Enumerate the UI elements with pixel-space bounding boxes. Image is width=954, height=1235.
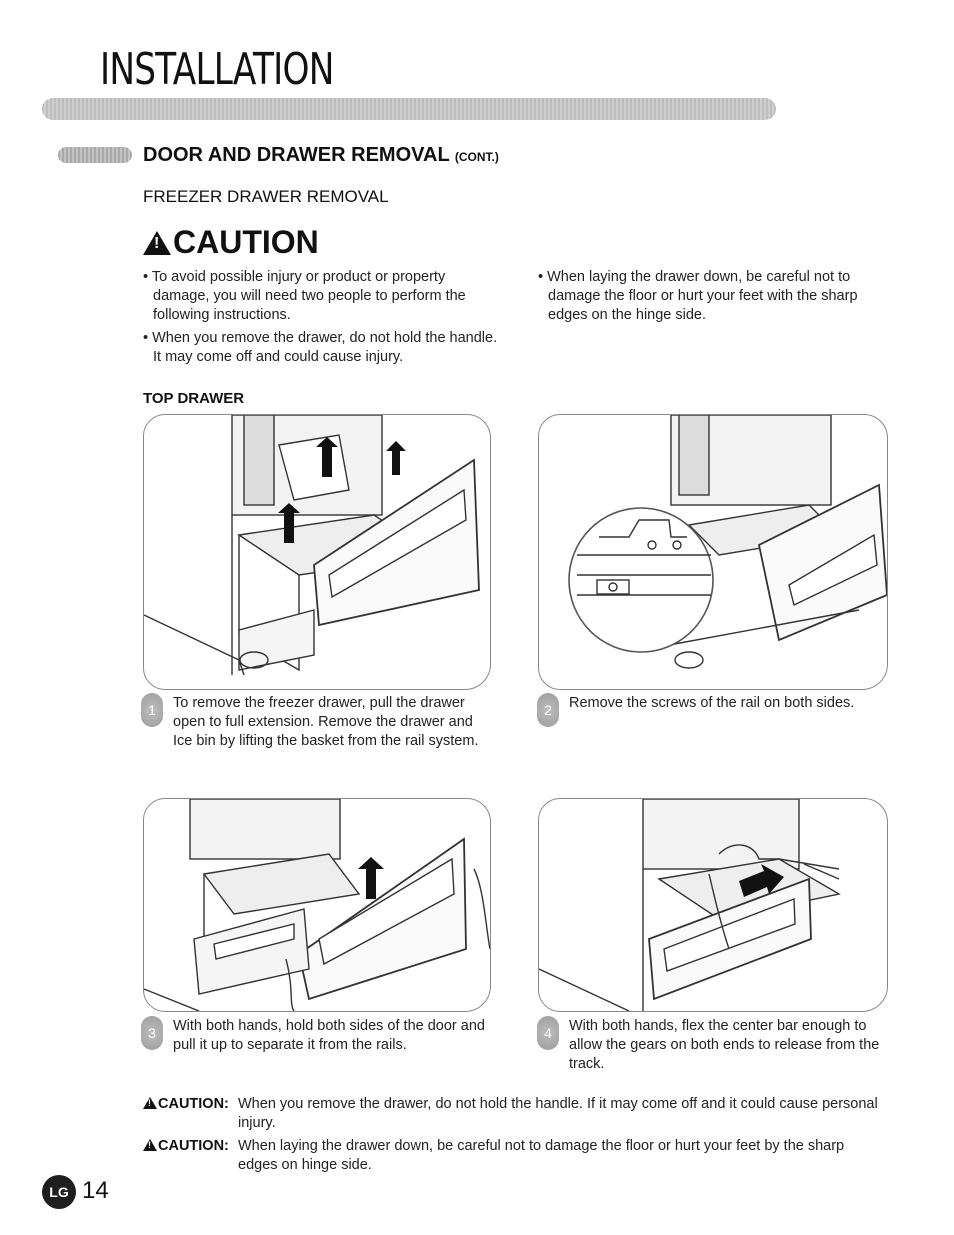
center-bar-flex-illustration [539, 799, 887, 1011]
section-marker-decoration [58, 147, 132, 163]
page-title: INSTALLATION [100, 44, 334, 95]
caution-bullet: • To avoid possible injury or product or property damage, you will need two people to perform the following instructions. [143, 269, 466, 323]
figure-step-1 [143, 414, 491, 690]
caution-bullet: • When you remove the drawer, do not hold the handle. It may come off and could cause injury. [143, 330, 498, 365]
figure-step-3 [143, 798, 491, 1012]
caution-heading-text: CAUTION [173, 224, 319, 260]
title-bar-decoration [42, 98, 776, 120]
step-text: To remove the freezer drawer, pull the drawer open to full extension. Remove the drawer and Ice bin by lifting the basket from the rail system. [173, 695, 479, 749]
section-title [143, 144, 499, 167]
top-drawer-label: TOP DRAWER [143, 390, 245, 407]
section-title-text: DOOR AND DRAWER REMOVAL [143, 144, 450, 166]
drawer-pull-out-illustration [144, 415, 490, 689]
step-number-badge: 2 [537, 693, 559, 727]
warning-triangle-icon [143, 1139, 157, 1151]
step-text: With both hands, hold both sides of the door and pull it up to separate it from the rails. [173, 1018, 485, 1053]
step-number-badge: 4 [537, 1016, 559, 1050]
caution-heading [143, 224, 319, 261]
caution-bullet: • When laying the drawer down, be careful not to damage the floor or hurt your feet with the sharp edges on the hinge side. [538, 269, 858, 323]
section-title-suffix: (CONT.) [454, 150, 499, 164]
caution-right-column [538, 268, 898, 329]
figure-step-2 [538, 414, 888, 690]
subheading: FREEZER DRAWER REMOVAL [143, 187, 389, 206]
step-number-badge: 1 [141, 693, 163, 727]
door-lift-illustration [144, 799, 490, 1011]
caution-left-column [143, 268, 503, 371]
rail-screws-illustration [539, 415, 887, 689]
step-text: Remove the screws of the rail on both sides. [569, 695, 855, 711]
caution-label: CAUTION: [158, 1096, 229, 1112]
caution-text: When you remove the drawer, do not hold the handle. If it may come off and it could cause personal injury. [238, 1096, 878, 1131]
figure-step-4 [538, 798, 888, 1012]
caution-text: When laying the drawer down, be careful not to damage the floor or hurt your feet by the sharp edges on hinge side. [238, 1138, 845, 1173]
warning-triangle-icon [143, 1097, 157, 1109]
step-text: With both hands, flex the center bar enough to allow the gears on both ends to release from the track. [569, 1018, 880, 1072]
lg-logo-icon: LG [42, 1175, 76, 1209]
caution-note [143, 1137, 883, 1173]
caution-note [143, 1095, 883, 1131]
caution-label: CAUTION: [158, 1138, 229, 1154]
warning-triangle-icon [143, 231, 171, 255]
page-number: 14 [82, 1177, 109, 1204]
step-number-badge: 3 [141, 1016, 163, 1050]
